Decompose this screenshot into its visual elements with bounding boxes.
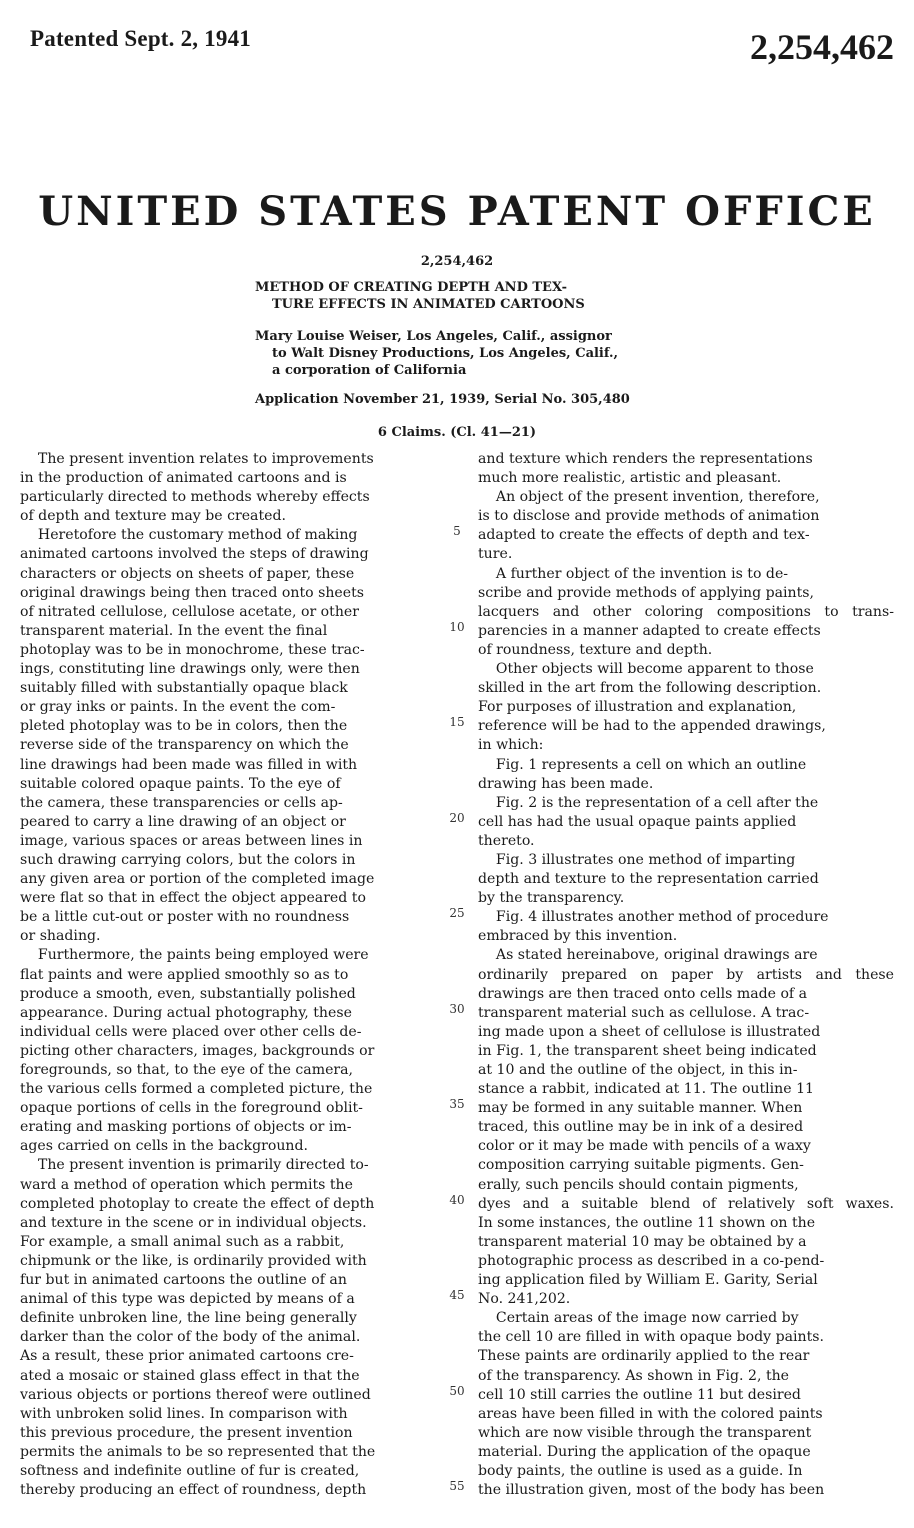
line-number: 5 <box>453 524 461 539</box>
text-line: Fig. 4 illustrates another method of procedure <box>478 909 829 926</box>
text-line: skilled in the art from the following description. <box>478 680 822 697</box>
text-line: line drawings had been made was filled in with <box>20 756 358 773</box>
text-line: of depth and texture may be created. <box>20 508 286 525</box>
text-line: As stated hereinabove, original drawings are <box>478 947 818 964</box>
text-line: areas have been filled in with the colored paints <box>478 1405 823 1422</box>
patent-number: 2,254,462 <box>420 254 494 269</box>
text-line: opaque portions of cells in the foreground oblit- <box>20 1100 363 1117</box>
text-line: reference will be had to the appended drawings, <box>478 718 826 735</box>
patent-number-header: 2,254,462 <box>750 27 894 67</box>
text-line: particularly directed to methods whereby effects <box>20 489 370 506</box>
patent-title <box>255 279 695 313</box>
text-line: foregrounds, so that, to the eye of the camera, <box>20 1062 354 1078</box>
text-line: and texture in the scene or in individual objects. <box>20 1214 367 1231</box>
line-number: 30 <box>449 1001 465 1016</box>
text-line: were flat so that in effect the object appeared to <box>20 890 366 907</box>
text-line: ings, constituting line drawings only, were then <box>20 661 360 678</box>
text-line: Fig. 1 represents a cell on which an outline <box>478 756 807 773</box>
line-number: 20 <box>449 810 465 825</box>
text-line: which are now visible through the transparent <box>478 1424 812 1441</box>
text-line: Heretofore the customary method of making <box>20 527 358 544</box>
text-line: at 10 and the outline of the object, in this in- <box>478 1062 798 1078</box>
text-line: or gray inks or paints. In the event the com- <box>20 699 336 716</box>
text-line: of the transparency. As shown in Fig. 2, the <box>478 1367 790 1384</box>
text-line: reverse side of the transparency on which the <box>20 737 349 754</box>
text-line: ward a method of operation which permits the <box>20 1176 353 1193</box>
text-line: scribe and provide methods of applying paints, <box>478 584 814 601</box>
text-line: Furthermore, the paints being employed were <box>20 947 369 964</box>
text-line: the various cells formed a completed picture, the <box>20 1081 373 1098</box>
inventor-line: a corporation of California <box>272 363 467 378</box>
text-line: suitable colored opaque paints. To the eye of <box>20 775 341 792</box>
text-line: transparent material such as cellulose. A trac- <box>478 1004 810 1021</box>
line-number: 35 <box>449 1097 465 1112</box>
line-number: 45 <box>449 1288 465 1303</box>
text-line: Other objects will become apparent to those <box>478 661 814 678</box>
text-line: stance a rabbit, indicated at 11. The outline 11 <box>478 1081 815 1098</box>
text-line: peared to carry a line drawing of an object or <box>20 813 346 830</box>
text-line: lacquers and other coloring compositions to trans- <box>478 603 894 620</box>
text-line: flat paints and were applied smoothly so as to <box>20 966 349 983</box>
text-line: original drawings being then traced onto sheets <box>20 584 364 601</box>
text-line: may be formed in any suitable manner. When <box>478 1100 803 1117</box>
text-line: traced, this outline may be in ink of a desired <box>478 1119 804 1136</box>
text-line: darker than the color of the body of the animal. <box>20 1329 361 1346</box>
line-number: 40 <box>449 1192 465 1207</box>
left-column <box>20 450 440 1500</box>
text-line: In some instances, the outline 11 shown on the <box>478 1214 816 1231</box>
text-line: These paints are ordinarily applied to the rear <box>478 1348 810 1365</box>
text-line: transparent material 10 may be obtained by a <box>478 1233 807 1250</box>
text-line: depth and texture to the representation carried <box>478 871 819 888</box>
text-line: fur but in animated cartoons the outline of an <box>20 1272 347 1289</box>
text-line: and texture which renders the representations <box>478 451 813 467</box>
text-line: permits the animals to be so represented that the <box>20 1443 376 1460</box>
text-line: is to disclose and provide methods of animation <box>478 508 820 525</box>
text-line: ordinarily prepared on paper by artists and these <box>478 966 894 983</box>
patented-date: Patented Sept. 2, 1941 <box>30 26 251 51</box>
text-line: material. During the application of the opaque <box>478 1443 811 1460</box>
text-line: animal of this type was depicted by means of a <box>20 1291 355 1308</box>
text-line: composition carrying suitable pigments. Gen- <box>478 1157 804 1174</box>
text-line: ated a mosaic or stained glass effect in that the <box>20 1367 360 1384</box>
text-line: be a little cut-out or poster with no roundness <box>20 909 350 926</box>
text-line: The present invention relates to improvements <box>20 451 374 467</box>
inventor-line: Mary Louise Weiser, Los Angeles, Calif., assignor <box>255 329 612 344</box>
text-line: chipmunk or the like, is ordinarily provided with <box>20 1252 367 1269</box>
text-line: thereto. <box>478 832 535 849</box>
text-line: in Fig. 1, the transparent sheet being indicated <box>478 1042 817 1059</box>
text-line: of nitrated cellulose, cellulose acetate, or other <box>20 603 359 620</box>
line-number: 10 <box>449 619 465 634</box>
text-line: the illustration given, most of the body has been <box>478 1482 825 1499</box>
text-line: image, various spaces or areas between lines in <box>20 832 363 849</box>
office-title: UNITED STATES PATENT OFFICE <box>38 188 876 235</box>
text-line: of roundness, texture and depth. <box>478 641 713 658</box>
text-line: this previous procedure, the present invention <box>20 1424 353 1441</box>
text-line: or shading. <box>20 928 101 945</box>
text-line: pleted photoplay was to be in colors, then the <box>20 718 348 735</box>
text-line: the cell 10 are filled in with opaque body paints. <box>478 1329 824 1346</box>
text-line: photographic process as described in a co-pend- <box>478 1252 825 1269</box>
text-line: dyes and a suitable blend of relatively soft waxes. <box>478 1195 894 1212</box>
text-line: Fig. 3 illustrates one method of imparting <box>478 851 796 868</box>
text-line: As a result, these prior animated cartoons cre- <box>20 1348 354 1365</box>
text-line: cell has had the usual opaque paints applied <box>478 813 797 830</box>
inventor-block <box>255 328 715 379</box>
text-line: the camera, these transparencies or cells ap- <box>20 794 343 811</box>
title-line: TURE EFFECTS IN ANIMATED CARTOONS <box>272 297 585 312</box>
text-line: ing application filed by William E. Garity, Serial <box>478 1272 818 1289</box>
text-line: Certain areas of the image now carried by <box>478 1310 799 1327</box>
text-line: cell 10 still carries the outline 11 but desired <box>478 1386 801 1403</box>
text-line: parencies in a manner adapted to create effects <box>478 622 821 639</box>
text-line: An object of the present invention, therefore, <box>478 489 820 506</box>
text-line: erally, such pencils should contain pigments, <box>478 1176 799 1193</box>
claims-line: 6 Claims. (Cl. 41—21) <box>377 425 537 440</box>
text-line: suitably filled with substantially opaque black <box>20 680 348 697</box>
text-line: ing made upon a sheet of cellulose is illustrated <box>478 1023 821 1040</box>
text-line: drawings are then traced onto cells made of a <box>478 985 808 1002</box>
text-line: No. 241,202. <box>478 1291 571 1308</box>
text-line: produce a smooth, even, substantially polished <box>20 985 356 1002</box>
inventor-line: to Walt Disney Productions, Los Angeles, Calif., <box>272 346 619 361</box>
text-line: color or it may be made with pencils of a waxy <box>478 1138 811 1155</box>
text-line: various objects or portions thereof were outlined <box>20 1386 371 1403</box>
text-line: drawing has been made. <box>478 775 654 792</box>
text-line: body paints, the outline is used as a guide. In <box>478 1462 803 1479</box>
text-line: any given area or portion of the completed image <box>20 871 375 888</box>
text-line: appearance. During actual photography, these <box>20 1004 352 1021</box>
text-line: such drawing carrying colors, but the colors in <box>20 851 356 868</box>
text-line: animated cartoons involved the steps of drawing <box>20 546 369 563</box>
text-line: picting other characters, images, backgrounds or <box>20 1042 375 1059</box>
text-line: photoplay was to be in monochrome, these trac- <box>20 641 365 658</box>
title-line: METHOD OF CREATING DEPTH AND TEX- <box>255 280 567 295</box>
text-line: ages carried on cells in the background. <box>20 1138 308 1155</box>
right-column <box>478 450 894 1500</box>
text-line: in the production of animated cartoons and is <box>20 470 347 487</box>
line-number: 25 <box>449 906 465 921</box>
line-number: 50 <box>449 1383 465 1398</box>
text-line: softness and indefinite outline of fur is created, <box>20 1462 360 1479</box>
text-line: by the transparency. <box>478 890 625 907</box>
text-line: The present invention is primarily directed to- <box>20 1157 369 1174</box>
application-line: Application November 21, 1939, Serial No. 305,480 <box>255 392 630 407</box>
text-line: transparent material. In the event the final <box>20 622 328 639</box>
text-line: in which: <box>478 737 544 754</box>
text-line: For purposes of illustration and explanation, <box>478 699 797 716</box>
line-number: 55 <box>449 1479 465 1494</box>
text-line: ture. <box>478 546 513 563</box>
text-line: adapted to create the effects of depth and tex- <box>478 527 810 544</box>
text-line: erating and masking portions of objects or im- <box>20 1119 352 1136</box>
text-line: embraced by this invention. <box>478 928 678 945</box>
line-number: 15 <box>449 715 465 730</box>
text-line: individual cells were placed over other cells de- <box>20 1023 362 1040</box>
text-line: thereby producing an effect of roundness, depth <box>20 1482 367 1499</box>
text-line: Fig. 2 is the representation of a cell after the <box>478 794 819 811</box>
text-line: For example, a small animal such as a rabbit, <box>20 1233 345 1250</box>
text-line: much more realistic, artistic and pleasant. <box>478 470 782 487</box>
text-line: A further object of the invention is to de- <box>478 565 789 582</box>
text-line: characters or objects on sheets of paper, these <box>20 565 355 582</box>
text-line: with unbroken solid lines. In comparison with <box>20 1405 348 1422</box>
text-line: completed photoplay to create the effect of depth <box>20 1195 375 1212</box>
text-line: definite unbroken line, the line being generally <box>20 1310 357 1327</box>
